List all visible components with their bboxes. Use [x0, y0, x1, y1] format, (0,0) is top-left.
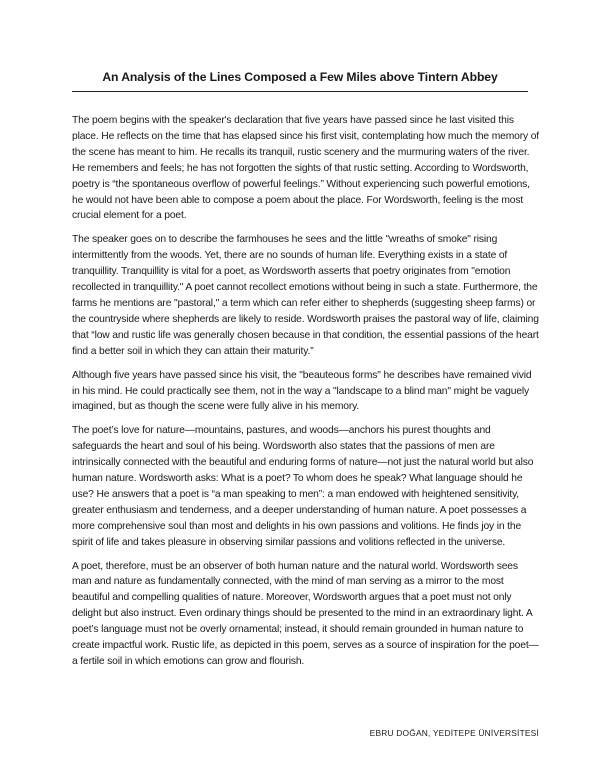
document-title: An Analysis of the Lines Composed a Few Miles above Tintern Abbey — [102, 70, 498, 84]
paragraph-3: Although five years have passed since his visit, the "beauteous forms" he describes have remained vivid in his mind. He could practically see them, not in the way a "landscape to a blind man" might be vaguely imagined, but as though the scene were fully alive in his memory. — [72, 369, 532, 413]
paragraph-4: The poet’s love for nature—mountains, pastures, and woods—anchors his purest thoughts and safeguards the heart and soul of his being. Wordsworth also states that the passions of men are intrinsically connected with the beautiful and enduring forms of nature—not just the natural world but also human nature. Wordsworth asks: What is a poet? To whom does he speak? What language should he use? He answers that a poet is “a man speaking to men”: a man endowed with heightened sensitivity, greater enthusiasm and tenderness, and a deeper understanding of human nature. A poet possesses a more comprehensive soul than most and delights in his own passions and volitions. He finds joy in the spirit of life and takes pleasure in observing similar passions and volitions reflected in the universe. — [72, 425, 534, 548]
paragraph-2: The speaker goes on to describe the farmhouses he sees and the little "wreaths of smoke" rising intermittently from the woods. Yet, there are no sounds of human life. Everything exists in a state of tranquillity. Tranquillity is vital for a poet, as Wordsworth asserts that poetry originates from "emotion recollected in tranquillity." A poet cannot recollect emotions without being in such a state. Furthermore, the farms he mentions are "pastoral," a term which can refer either to shepherds (suggesting sheep farms) or the countryside where shepherds are likely to reside. Wordsworth praises the pastoral way of life, claiming that “low and rustic life was generally chosen because in that condition, the essential passions of the heart find a better soil in which they can attain their maturity.” — [72, 234, 539, 357]
paragraph-1: The poem begins with the speaker's declaration that five years have passed since he last visited this place. He reflects on the time that has elapsed since his first visit, contemplating how much the memory of the scene has meant to him. He recalls its tranquil, rustic scenery and the murmuring waters of the river. He remembers and feels; he has not forgotten the sights of that rustic setting. According to Wordsworth, poetry is “the spontaneous overflow of powerful feelings.” Without experiencing such powerful emotions, he would not have been able to compose a poem about the place. For Wordsworth, feeling is the most crucial element for a poet. — [72, 115, 539, 222]
document-body — [72, 113, 540, 678]
title-underline — [72, 91, 528, 92]
paragraph-5: A poet, therefore, must be an observer of both human nature and the natural world. Wordsworth sees man and nature as fundamentally connected, with the mind of man serving as a mirror to the most beautiful and compelling qualities of nature. Moreover, Wordsworth argues that a poet must not only delight but also instruct. Even ordinary things should be presented to the mind in an extraordinary light. A poet’s language must not be overly ornamental; instead, it should remain grounded in human nature to create impactful work. Rustic life, as depicted in this poem, serves as a source of inspiration for the poet—a fertile soil in which emotions can grow and flourish. — [72, 560, 539, 667]
page-footer: EBRU DOĞAN, YEDİTEPE ÜNİVERSİTESİ — [369, 728, 539, 738]
